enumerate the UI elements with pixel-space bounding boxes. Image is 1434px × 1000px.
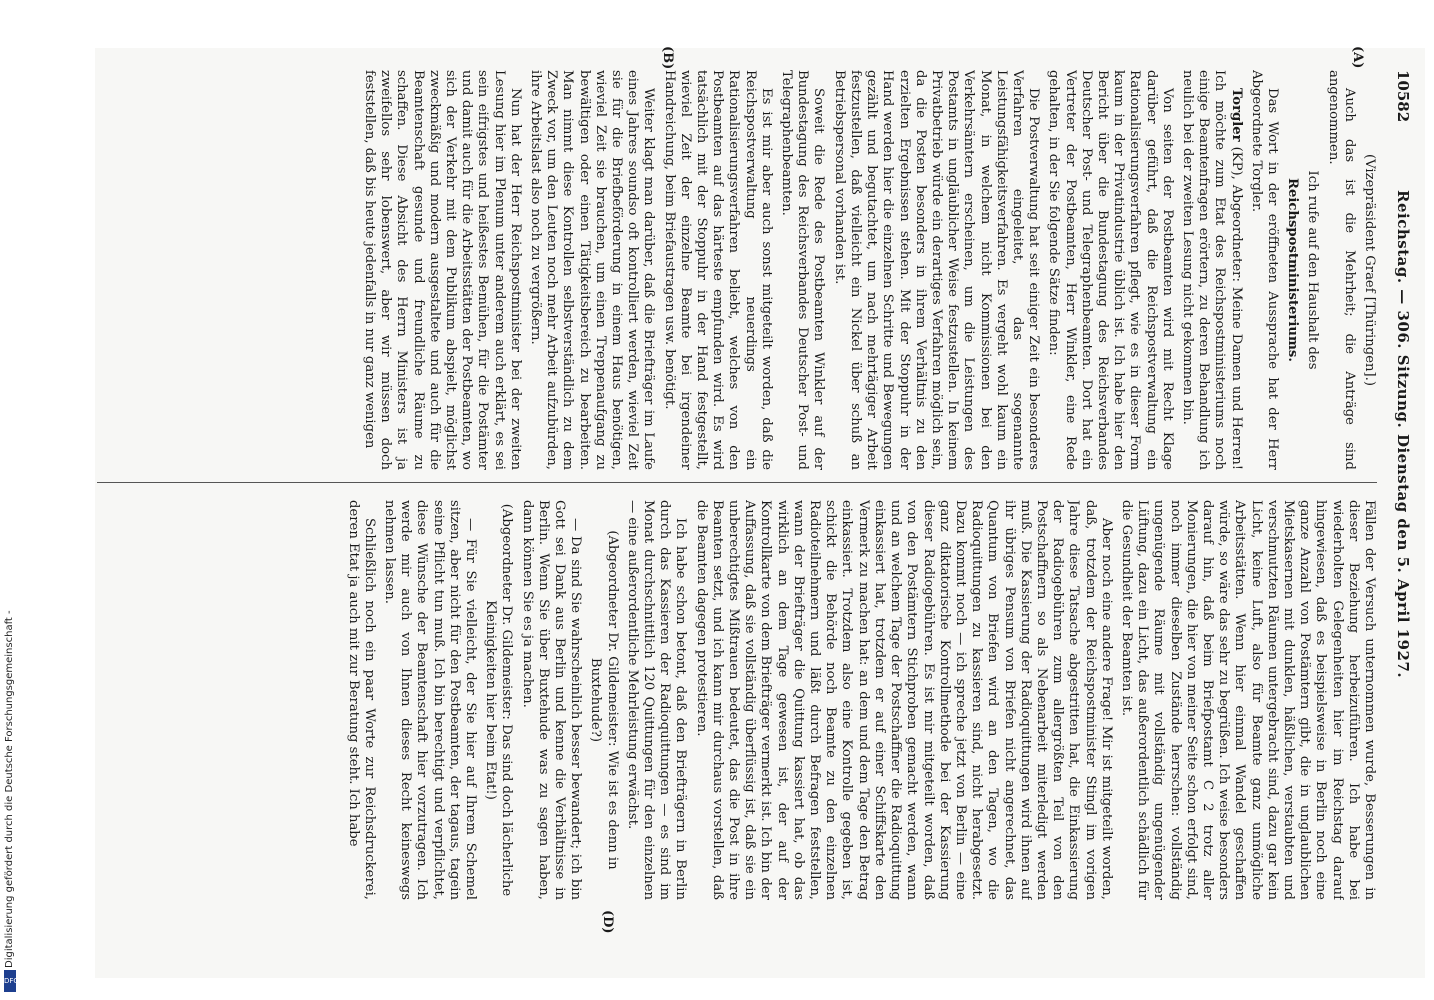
speech-paragraph <box>1179 70 1244 470</box>
paragraph: Weiter klagt man darüber, daß die Briefträger im Laufe eines Jahres soundso oft kontrolliert werden, wieviel Zeit sie für die Briefbeförderung in einem Haus benötigen, wieviel Zeit sie brauchen, um einen Treppenaufgang zu bewältigen oder einen Tätigkeitsbereich zu bearbeiten. Man nimmt diese Kontrollen selbstverständlich zu dem Zweck vor, um den Leuten noch mehr Arbeit aufzubürden, ihre Arbeitslast also noch zu vergrößern. <box>528 70 657 470</box>
speaker-name: Torgler <box>1228 88 1244 142</box>
paragraph: — Für Sie vielleicht, der Sie hier auf Ihrem Schemel sitzen, aber nicht für den Postbeamten, der tagaus, tagein seine Pflicht tun muß. Ich bin berechtigt und verpflichtet, diese Wünsche der Beamtenschaft hier vorzutragen. Ich werde mir auch von Ihnen dieses Recht keineswegs nehmen lassen. <box>382 500 479 900</box>
speech-text: (KP), Abgeordneter: Meine Damen und Herren! Ich möchte zum Etat des Reichspostministeriums noch einige Beamtenfragen erörtern, zu deren Behandlung ich neulich bei der zweiten Lesung nicht gekommen bin. <box>1179 70 1244 470</box>
paragraph: Aber noch eine andere Frage! Mir ist mitgeteilt worden, daß, trotzdem der Reichspostminister Stingl im vorigen Jahre diese Tatsache abgestritten hat, die Einkassierung der Radiogebühren zum allergrößten Teil von den Postschaffnern so als Nebenarbeit miterledigt werden muß. Die Kassierung der Radioquittungen wird ihnen auf ihr übriges Pensum von Briefen nicht angerechnet, das Quantum von Briefen wird an den Tagen, wo die Radioquittungen zu kassieren sind, nicht herabgesetzt. Dazu kommt noch — ich spreche jetzt von Berlin — eine ganz diktatorische Kontrollmethode bei der Kassierung dieser Radiogebühren. Es ist mir mitgeteilt worden, daß von den Postämtern Stichproben gemacht werden, wann und an welchem Tage der Postschaffner die Radioquittung einkassiert hat, trotzdem er auf einer Schiffskarte den Vermerk zu machen hat: an dem und dem Tage den Betrag einkassiert. Trotzdem also eine Kontrolle gegeben ist, schickt die Behörde noch Beamte zu den einzelnen Radioteilnehmern und läßt durch Befragen feststellen, wann der Briefträger die Quittung kassiert hat, ob das wirklich an dem Tage gewesen ist, der auf der Kontrollkarte von dem Briefträger vermerkt ist. Ich bin der Auffassung, daß sie vollständig überflüssig ist, daß sie ein unberechtigtes Mißtrauen bedeutet, das die Post in ihre Beamten setzt, und ich kann mir durchaus vorstellen, daß die Beamten dagegen protestieren. <box>693 500 1114 900</box>
interjection: (Abgeordneter Dr. Gildemeister: Das sind doch lächerliche Kleinigkeiten hier beim Etat!) <box>483 503 515 897</box>
page-title: Reichstag. — 306. Sitzung. Dienstag den 5. April 1927. <box>1394 190 1412 679</box>
margin-marker-a: (A) <box>1350 46 1365 69</box>
paragraph: — Da sind Sie wahrscheinlich besser bewandert; ich bin Gott sei Dank aus Berlin und kenne die Verhältnisse in Berlin. Wenn Sie über Buxtehude was zu sagen haben, dann können Sie es ja machen. <box>519 500 584 900</box>
paragraph: Fällen der Versuch unternommen wurde, Besserungen in dieser Beziehung herbeizuführen. Ich habe bei wiederholten Gelegenheiten hier im Reichstag darauf hingewiesen, daß es beispielsweise in Berlin noch eine ganze Anzahl von Postämtern gibt, die in unglaublichen Mietskasernen mit dunklen, häßlichen, verstaubten und verschmutzten Räumen untergebracht sind, dazu gar kein Licht, keine Luft, also für Beamte ganz unmögliche Arbeitsstätten. Wenn hier einmal Wandel geschaffen würde, so wäre das sehr zu begrüßen. Ich weise besonders darauf hin, daß beim Briefpostamt C 2 trotz aller Monierungen, die hier von meiner Seite schon erfolgt sind, noch immer dieselben Zustände herrschen: vollständig ungenügende Räume mit vollständig ungenügender Lüftung, dazu ein Licht, das außerordentlich schädlich für die Gesundheit der Beamten ist. <box>1118 500 1377 900</box>
interjection: (Abgeordneter Dr. Gildemeister: Wie ist es denn in Buxtehude?) <box>588 530 620 870</box>
paragraph: Von seiten der Postbeamten wird mit Recht Klage darüber geführt, daß die Reichspostverwaltung ein Rationalisierungsverfahren pflegt, wie es in dieser Form kaum in der Privatindustrie üblich ist. Ich habe hier den Bericht über die Bundestagung des Reichsverbandes Deutscher Post- und Telegraphenbeamten. Dort hat ein Vertreter der Postbeamten, Herr Winkler, eine Rede gehalten, in der Sie folgende Sätze finden: <box>1046 70 1175 470</box>
paragraph: Nun hat der Herr Reichspostminister bei der zweiten Lesung hier im Plenum unter anderem auch erklärt, es sei sein eifrigstes und heißestes Bemühen, für die Postämter und damit auch für die Arbeitsstätten der Postbeamten, wo sich der Verkehr mit dem Publikum abspielt, möglichst zweckmäßig und modern ausgestaltete und auch für die Beamtenschaft gesunde und freundliche Räume zu schaffen. Diese Absicht des Herrn Ministers ist ja zweifellos sehr lobenswert, aber wir müssen doch feststellen, daß bis heute jedenfalls in nur ganz wenigen <box>362 70 523 470</box>
page-header <box>1387 70 1411 890</box>
dfg-logo: DFG <box>4 970 16 992</box>
paragraph: Soweit die Rede des Postbeamten Winkler auf der Bundestagung des Reichsverbandes Deutscher Post- und Telegraphenbeamten. <box>779 70 827 470</box>
page-number: 10582 <box>1394 70 1412 123</box>
left-column <box>97 70 1377 470</box>
rotated-document-page <box>75 30 1434 934</box>
paragraph: Ich rufe auf den Haushalt des <box>1305 170 1321 370</box>
quoted-paragraph: Die Postverwaltung hat seit einiger Zeit ein besonderes Verfahren eingeleitet, das sogenannte Leistungsfähigkeitsverfahren. Es vergeht wohl kaum ein Monat, in welchem nicht Kommissionen bei den Verkehrsämtern erscheinen, um die Leistungen des Postamts in ungläublicher Weise festzustellen. In keinem Privatbetrieb würde ein derartiges Verfahren möglich sein, da die Posten besonders in ihrem Verhältnis zu den erzielten Ergebnissen stehen. Mit der Stoppuhr in der Hand werden hier die einzelnen Schritte und Bewegungen gezählt und begutachtet, um nach mehrtägiger Arbeit festzustellen, daß vielleicht ein Nickel über schuß an Betriebspersonal vorhanden ist. <box>831 70 1042 470</box>
paragraph: Ich habe schon betont, daß den Briefträgern in Berlin durch das Kassieren der Radioquittungen — es sind im Monat durchschnittlich 120 Quittungen für den einzelnen — eine außerordentliche Mehrleistung erwächst. <box>624 500 689 900</box>
credit-text: Digitalisierung gefördert durch die Deutsche Forschungsgemeinschaft - <box>4 610 15 968</box>
right-column <box>97 500 1377 900</box>
section-heading: Reichspostministeriums. <box>1285 178 1301 362</box>
paragraph: Schließlich noch ein paar Worte zur Reichsdruckerei, deren Etat ja auch mit zur Beratung steht. Ich habe <box>345 500 377 900</box>
paragraph: Es ist mir aber auch sonst mitgeteilt worden, daß die Reichspostverwaltung neuerdings ein Rationalisierungsverfahren beliebt, welches von den Postbeamten auf das härteste empfunden wird. Es wird tatsächlich mit der Stoppuhr in der Hand festgestellt, wieviel Zeit der einzelne Beamte bei irgendeiner Handreichung, beim Briefaustragen usw. benötigt. <box>661 70 774 470</box>
paragraph: Auch das ist die Mehrheit; die Anträge sind angenommen. <box>1325 70 1357 470</box>
column-divider <box>97 482 1377 483</box>
presiding-note: (Vizepräsident Graef [Thüringen].) <box>1362 154 1377 386</box>
margin-marker-b: (B) <box>660 46 675 70</box>
paragraph: Das Wort in der eröffneten Aussprache hat der Herr Abgeordnete Torgler. <box>1248 70 1280 470</box>
margin-marker-d: (D) <box>600 910 615 934</box>
